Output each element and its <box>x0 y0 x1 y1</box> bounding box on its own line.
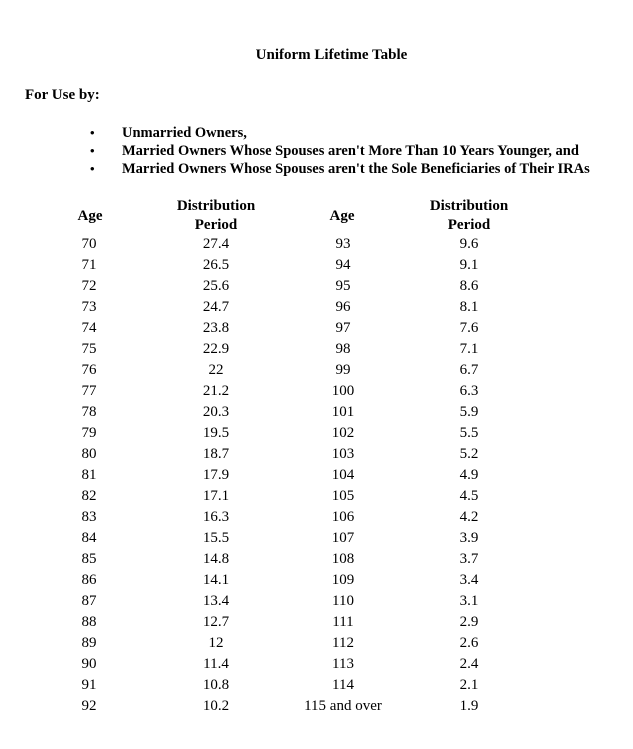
table-row <box>0 507 633 528</box>
column-header-line: Period <box>194 217 238 233</box>
age-cell-left: 88 <box>81 614 97 630</box>
age-cell-right: 94 <box>335 257 351 273</box>
column-header-distribution-right <box>409 197 529 235</box>
table-row <box>0 402 633 423</box>
distribution-period-cell-right: 3.7 <box>459 551 479 567</box>
age-cell-right: 96 <box>335 299 351 315</box>
table-row <box>0 465 633 486</box>
table-row <box>0 255 633 276</box>
age-cell-left: 91 <box>81 677 97 693</box>
lifetime-table <box>0 234 633 717</box>
age-cell-right: 115 and over <box>304 698 382 714</box>
age-cell-left: 71 <box>81 257 97 273</box>
distribution-period-cell-left: 13.4 <box>202 593 230 609</box>
distribution-period-cell-left: 21.2 <box>202 383 230 399</box>
bullet-icon: • <box>90 161 95 176</box>
table-row <box>0 339 633 360</box>
age-cell-right: 114 <box>332 677 354 693</box>
age-cell-left: 86 <box>81 572 97 588</box>
column-header-distribution-left <box>156 197 276 235</box>
distribution-period-cell-left: 26.5 <box>202 257 230 273</box>
table-row <box>0 696 633 717</box>
distribution-period-cell-right: 4.2 <box>459 509 479 525</box>
age-cell-left: 77 <box>81 383 97 399</box>
list-item-text: Unmarried Owners, <box>122 125 247 141</box>
distribution-period-cell-left: 25.6 <box>202 278 230 294</box>
age-cell-left: 78 <box>81 404 97 420</box>
for-use-label: For Use by: <box>25 87 100 103</box>
distribution-period-cell-left: 19.5 <box>202 425 230 441</box>
distribution-period-cell-left: 17.9 <box>202 467 230 483</box>
age-cell-left: 73 <box>81 299 97 315</box>
column-header-line: Distribution <box>176 198 256 214</box>
distribution-period-cell-right: 2.9 <box>459 614 479 630</box>
age-cell-left: 80 <box>81 446 97 462</box>
age-cell-left: 76 <box>81 362 97 378</box>
age-cell-right: 104 <box>331 467 355 483</box>
age-cell-left: 79 <box>81 425 97 441</box>
distribution-period-cell-right: 3.1 <box>459 593 479 609</box>
age-cell-left: 85 <box>81 551 97 567</box>
distribution-period-cell-right: 3.4 <box>459 572 479 588</box>
column-header-line: Period <box>447 217 491 233</box>
distribution-period-cell-right: 5.2 <box>459 446 479 462</box>
distribution-period-cell-left: 27.4 <box>202 236 230 252</box>
age-cell-left: 83 <box>81 509 97 525</box>
age-cell-right: 111 <box>332 614 354 630</box>
age-cell-right: 97 <box>335 320 351 336</box>
distribution-period-cell-left: 11.4 <box>203 656 229 672</box>
list-item <box>90 142 590 160</box>
age-cell-right: 103 <box>331 446 355 462</box>
table-row <box>0 381 633 402</box>
age-cell-left: 72 <box>81 278 97 294</box>
age-cell-left: 82 <box>81 488 97 504</box>
age-cell-right: 112 <box>332 635 354 651</box>
distribution-period-cell-right: 4.9 <box>459 467 479 483</box>
table-row <box>0 654 633 675</box>
distribution-period-cell-left: 16.3 <box>202 509 230 525</box>
distribution-period-cell-right: 1.9 <box>459 698 479 714</box>
distribution-period-cell-left: 24.7 <box>202 299 230 315</box>
distribution-period-cell-left: 15.5 <box>202 530 230 546</box>
age-cell-left: 87 <box>81 593 97 609</box>
age-cell-right: 110 <box>332 593 354 609</box>
table-row <box>0 486 633 507</box>
distribution-period-cell-right: 2.6 <box>459 635 479 651</box>
distribution-period-cell-right: 7.1 <box>459 341 479 357</box>
distribution-period-cell-left: 18.7 <box>202 446 230 462</box>
age-cell-left: 81 <box>81 467 97 483</box>
distribution-period-cell-right: 6.3 <box>459 383 479 399</box>
distribution-period-cell-right: 2.4 <box>459 656 479 672</box>
distribution-period-cell-left: 10.2 <box>202 698 230 714</box>
list-item <box>90 160 590 178</box>
table-row <box>0 360 633 381</box>
age-cell-left: 89 <box>81 635 97 651</box>
column-header-age-right: Age <box>329 208 355 224</box>
distribution-period-cell-left: 20.3 <box>202 404 230 420</box>
age-cell-right: 108 <box>331 551 355 567</box>
table-row <box>0 633 633 654</box>
distribution-period-cell-left: 17.1 <box>202 488 230 504</box>
list-item-text: Married Owners Whose Spouses aren't More Than 10 Years Younger, and <box>122 143 579 159</box>
table-row <box>0 444 633 465</box>
age-cell-left: 74 <box>81 320 97 336</box>
distribution-period-cell-left: 14.1 <box>202 572 230 588</box>
list-item <box>90 124 590 142</box>
table-row <box>0 591 633 612</box>
eligibility-list <box>90 124 590 178</box>
table-row <box>0 570 633 591</box>
distribution-period-cell-right: 7.6 <box>459 320 479 336</box>
table-row <box>0 675 633 696</box>
distribution-period-cell-left: 12 <box>208 635 224 651</box>
age-cell-right: 105 <box>331 488 355 504</box>
table-row <box>0 549 633 570</box>
table-row <box>0 318 633 339</box>
distribution-period-cell-left: 23.8 <box>202 320 230 336</box>
age-cell-left: 90 <box>81 656 97 672</box>
table-row <box>0 612 633 633</box>
age-cell-left: 75 <box>81 341 97 357</box>
age-cell-left: 92 <box>81 698 97 714</box>
age-cell-right: 100 <box>331 383 355 399</box>
table-row <box>0 423 633 444</box>
distribution-period-cell-right: 6.7 <box>459 362 479 378</box>
distribution-period-cell-left: 22.9 <box>202 341 230 357</box>
age-cell-right: 101 <box>331 404 355 420</box>
distribution-period-cell-left: 14.8 <box>202 551 230 567</box>
document-title: Uniform Lifetime Table <box>255 47 408 63</box>
age-cell-right: 109 <box>331 572 355 588</box>
list-item-text: Married Owners Whose Spouses aren't the Sole Beneficiaries of Their IRAs <box>122 161 590 177</box>
age-cell-right: 107 <box>331 530 355 546</box>
age-cell-right: 99 <box>335 362 351 378</box>
distribution-period-cell-right: 3.9 <box>459 530 479 546</box>
age-cell-right: 102 <box>331 425 355 441</box>
distribution-period-cell-right: 8.1 <box>459 299 479 315</box>
distribution-period-cell-right: 9.6 <box>459 236 479 252</box>
bullet-icon: • <box>90 143 95 158</box>
age-cell-left: 70 <box>81 236 97 252</box>
column-header-line: Distribution <box>429 198 509 214</box>
distribution-period-cell-left: 10.8 <box>202 677 230 693</box>
age-cell-right: 95 <box>335 278 351 294</box>
age-cell-left: 84 <box>81 530 97 546</box>
distribution-period-cell-right: 9.1 <box>459 257 479 273</box>
age-cell-right: 98 <box>335 341 351 357</box>
distribution-period-cell-right: 5.9 <box>459 404 479 420</box>
distribution-period-cell-right: 2.1 <box>459 677 479 693</box>
distribution-period-cell-right: 5.5 <box>459 425 479 441</box>
table-row <box>0 234 633 255</box>
table-row <box>0 528 633 549</box>
age-cell-right: 113 <box>332 656 354 672</box>
bullet-icon: • <box>90 125 95 140</box>
distribution-period-cell-left: 12.7 <box>202 614 230 630</box>
table-row <box>0 276 633 297</box>
column-header-age-left: Age <box>77 208 103 224</box>
distribution-period-cell-right: 8.6 <box>459 278 479 294</box>
age-cell-right: 106 <box>331 509 355 525</box>
distribution-period-cell-left: 22 <box>208 362 224 378</box>
distribution-period-cell-right: 4.5 <box>459 488 479 504</box>
age-cell-right: 93 <box>335 236 351 252</box>
table-row <box>0 297 633 318</box>
